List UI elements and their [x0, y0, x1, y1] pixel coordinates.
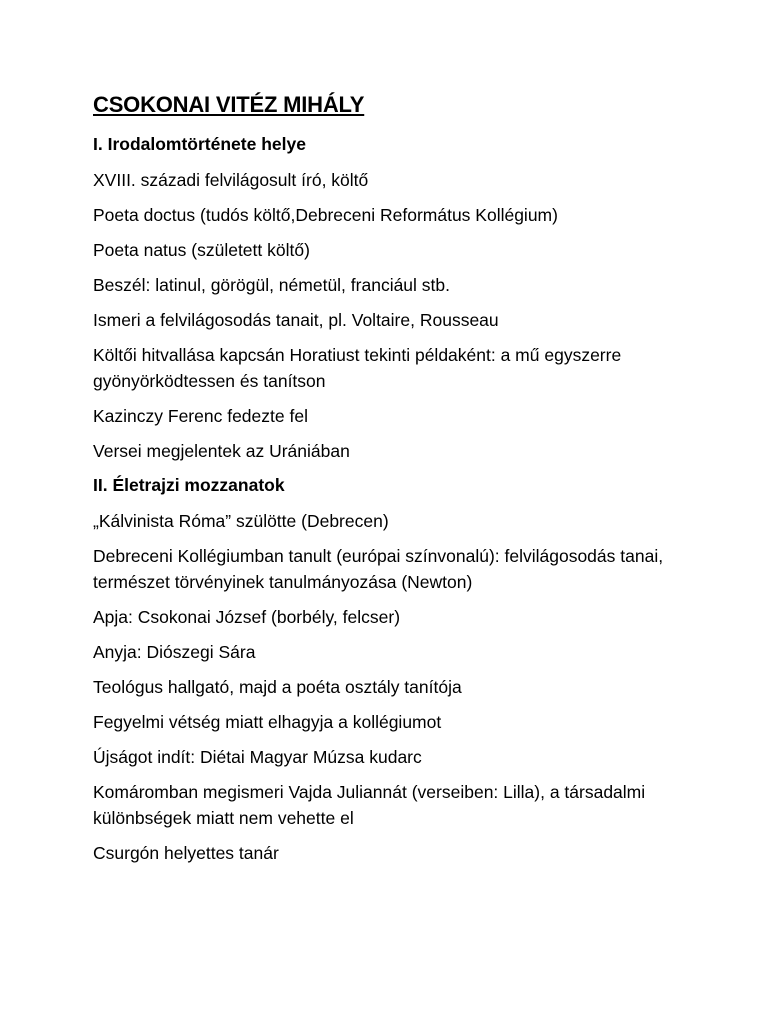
section-heading-irodalomtortenet: I. Irodalomtörténete helye [93, 134, 306, 154]
paragraph: Anyja: Diószegi Sára [93, 642, 256, 662]
paragraph: Versei megjelentek az Urániában [93, 441, 350, 461]
section-heading-eletrajz: II. Életrajzi mozzanatok [93, 475, 285, 495]
paragraph: Debreceni Kollégiumban tanult (európai színvonalú): felvilágosodás tanai, természet törvényinek tanulmányozása (Newton) [93, 546, 664, 592]
paragraph: Csurgón helyettes tanár [93, 843, 279, 863]
paragraph: Újságot indít: Diétai Magyar Múzsa kudarc [93, 747, 422, 767]
paragraph: Beszél: latinul, görögül, németül, franciául stb. [93, 275, 450, 295]
paragraph: Apja: Csokonai József (borbély, felcser) [93, 607, 401, 627]
paragraph: Költői hitvallása kapcsán Horatiust tekinti példaként: a mű egyszerre gyönyörködtessen és tanítson [93, 345, 622, 391]
paragraph: Kazinczy Ferenc fedezte fel [93, 406, 308, 426]
document-page [93, 88, 693, 875]
paragraph: Poeta natus (született költő) [93, 240, 310, 260]
paragraph: Ismeri a felvilágosodás tanait, pl. Voltaire, Rousseau [93, 310, 499, 330]
paragraph: Teológus hallgató, majd a poéta osztály tanítója [93, 677, 462, 697]
document-title: CSOKONAI VITÉZ MIHÁLY [93, 92, 365, 117]
paragraph: „Kálvinista Róma” szülötte (Debrecen) [93, 511, 389, 531]
paragraph: XVIII. századi felvilágosult író, költő [93, 170, 369, 190]
paragraph: Fegyelmi vétség miatt elhagyja a kollégiumot [93, 712, 442, 732]
paragraph: Poeta doctus (tudós költő,Debreceni Református Kollégium) [93, 205, 558, 225]
paragraph: Komáromban megismeri Vajda Juliannát (verseiben: Lilla), a társadalmi különbségek miatt nem vehette el [93, 782, 646, 828]
